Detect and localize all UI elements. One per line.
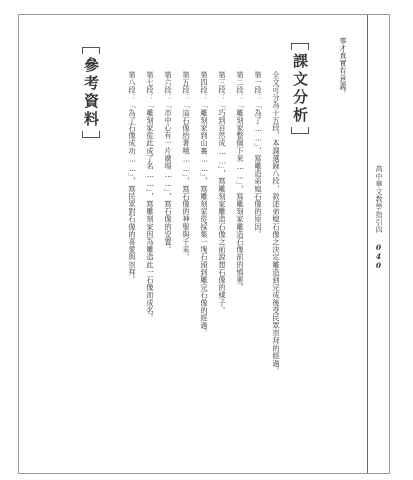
analysis-paragraph: 第七段：「雕刻家從此成了名……」，寫雕刻家因為雕造此一石像而成名。 [146, 71, 155, 322]
analysis-paragraph: 第一段：「為了……」，寫雕造弟媳石像的原因。 [254, 71, 263, 239]
analysis-paragraph: 第四段：「雕刻家到山裏……」，寫雕刻家從採集一塊石頭到雕完石像的經過。 [200, 71, 209, 337]
analysis-intro: 全文可分為十五段，本課選錄八段，敘述弟媳石像之決定雕造到完成後受民眾崇拜的經過。 [272, 71, 281, 375]
section-heading-analysis: 課文分析 [291, 53, 309, 125]
document-page [18, 14, 390, 474]
heading-bracket-top [82, 47, 100, 54]
spine-title: 高中華文教學指引四 [375, 165, 383, 234]
heading-bracket-bottom [82, 131, 100, 138]
analysis-paragraph: 第五段：「這石像抬著哦……」，寫石像的神聖與千采。 [182, 71, 191, 261]
spine-rule [367, 15, 368, 473]
analysis-paragraph: 第八段：「為了石像成功……」，寫民眾對石像的喜愛與崇拜。 [128, 71, 137, 284]
analysis-paragraph: 第三段：「巧到自然成……」，寫雕刻家雕造石像之前說想石像的樣子。 [218, 71, 227, 315]
analysis-paragraph: 第二段：「雕刻家整個下來……」，寫雕刻家雕造石像前的慎重。 [236, 71, 245, 292]
section-heading-references: 參考資料 [82, 57, 100, 129]
analysis-paragraph: 第六段：「市中心有一片廣場……」，寫石像的安置。 [164, 71, 173, 254]
heading-bracket-bottom [291, 127, 309, 134]
heading-bracket-top [291, 43, 309, 50]
continuation-line: 事才真實有意義。 [339, 37, 348, 98]
page-number: 040 [374, 243, 383, 270]
